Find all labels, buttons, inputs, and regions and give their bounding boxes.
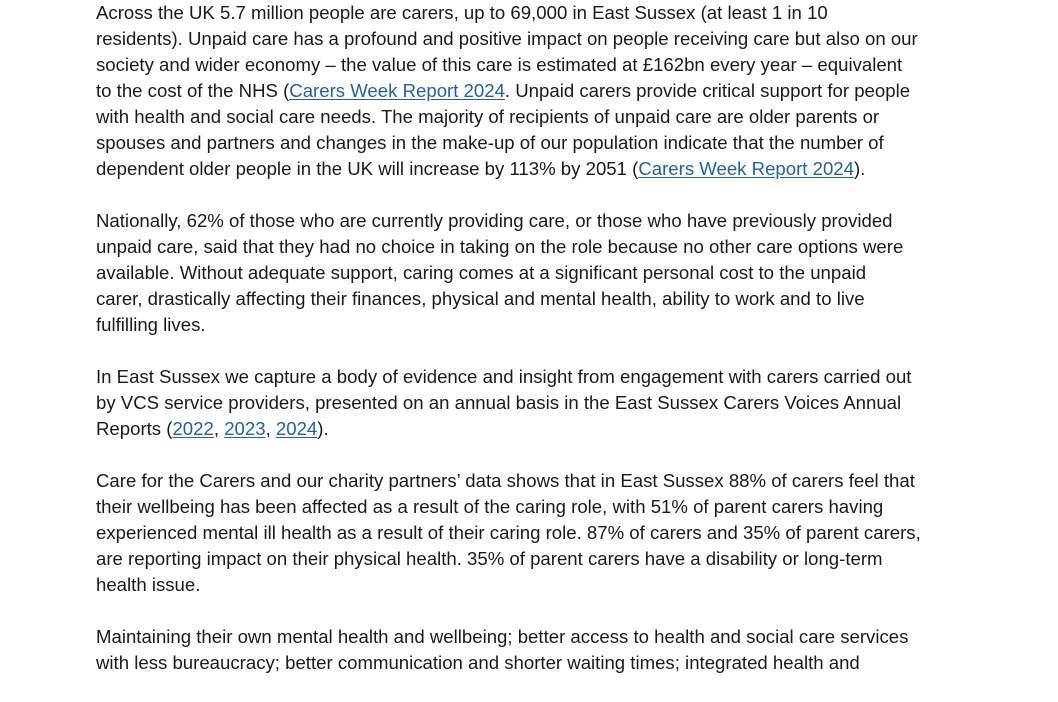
text-run: , [213, 418, 225, 439]
text-run: Nationally, 62% of those who are currently providing care, or those who have previously provided [96, 210, 893, 231]
text-line [96, 416, 976, 442]
paragraph [96, 0, 976, 182]
text-run: their wellbeing has been affected as a result of the caring role, with 51% of parent carers having [96, 496, 884, 517]
text-run: Maintaining their own mental health and wellbeing; better access to health and social care services [96, 626, 909, 647]
paragraph [96, 624, 976, 676]
text-line [96, 546, 976, 572]
text-line [96, 624, 976, 650]
text-line [96, 520, 976, 546]
text-run: fulfilling lives. [96, 314, 206, 335]
paragraph [96, 468, 976, 598]
text-run: ). [317, 418, 329, 439]
text-line [96, 364, 976, 390]
report-link[interactable]: Carers Week Report 2024 [638, 158, 854, 179]
text-line [96, 260, 976, 286]
text-run: In East Sussex we capture a body of evidence and insight from engagement with carers carried out [96, 366, 912, 387]
text-line [96, 0, 976, 26]
text-run: with health and social care needs. The majority of recipients of unpaid care are older parents or [96, 106, 880, 127]
report-link[interactable]: 2022 [172, 418, 214, 439]
text-run: , [265, 418, 276, 439]
report-link[interactable]: 2024 [275, 418, 318, 439]
text-line [96, 78, 976, 104]
text-run: residents). Unpaid care has a profound and positive impact on people receiving care but also on our [96, 28, 918, 49]
text-run: Reports ( [96, 418, 173, 439]
text-line [96, 286, 976, 312]
report-link[interactable]: Carers Week Report 2024 [289, 80, 505, 101]
text-run: dependent older people in the UK will increase by 113% by 2051 ( [96, 158, 639, 179]
text-line [96, 52, 976, 78]
text-line [96, 390, 976, 416]
text-line [96, 312, 976, 338]
text-run: are reporting impact on their physical health. 35% of parent carers have a disability or long-term [96, 548, 883, 569]
text-run: spouses and partners and changes in the make-up of our population indicate that the number of [96, 132, 884, 153]
text-line [96, 234, 976, 260]
report-link[interactable]: 2023 [224, 418, 266, 439]
text-run: available. Without adequate support, caring comes at a significant personal cost to the unpaid [96, 262, 867, 283]
text-line [96, 572, 976, 598]
text-run: . Unpaid carers provide critical support for people [504, 80, 911, 101]
text-run: carer, drastically affecting their finances, physical and mental health, ability to work and to live [96, 288, 865, 309]
text-run: society and wider economy – the value of this care is estimated at £162bn every year – equivalent [96, 54, 903, 75]
text-line [96, 156, 976, 182]
text-run: experienced mental ill health as a result of their caring role. 87% of carers and 35% of parent carers, [96, 522, 921, 543]
text-line [96, 494, 976, 520]
text-run: health issue. [96, 574, 201, 595]
text-line [96, 650, 976, 676]
text-run: by VCS service providers, presented on an annual basis in the East Sussex Carers Voices Annual [96, 392, 902, 413]
text-run: Care for the Carers and our charity partners’ data shows that in East Sussex 88% of carers feel that [96, 470, 915, 491]
paragraph [96, 364, 976, 442]
text-line [96, 26, 976, 52]
text-run: with less bureaucracy; better communication and shorter waiting times; integrated health and [96, 652, 860, 673]
text-line [96, 104, 976, 130]
paragraph [96, 208, 976, 338]
text-line [96, 468, 976, 494]
text-run: unpaid care, said that they had no choice in taking on the role because no other care options were [96, 236, 904, 257]
text-run: to the cost of the NHS ( [96, 80, 290, 101]
text-run: ). [853, 158, 866, 179]
text-run: Across the UK 5.7 million people are carers, up to 69,000 in East Sussex (at least 1 in 10 [96, 2, 828, 23]
text-line [96, 208, 976, 234]
text-line [96, 130, 976, 156]
document-page [96, 0, 976, 702]
